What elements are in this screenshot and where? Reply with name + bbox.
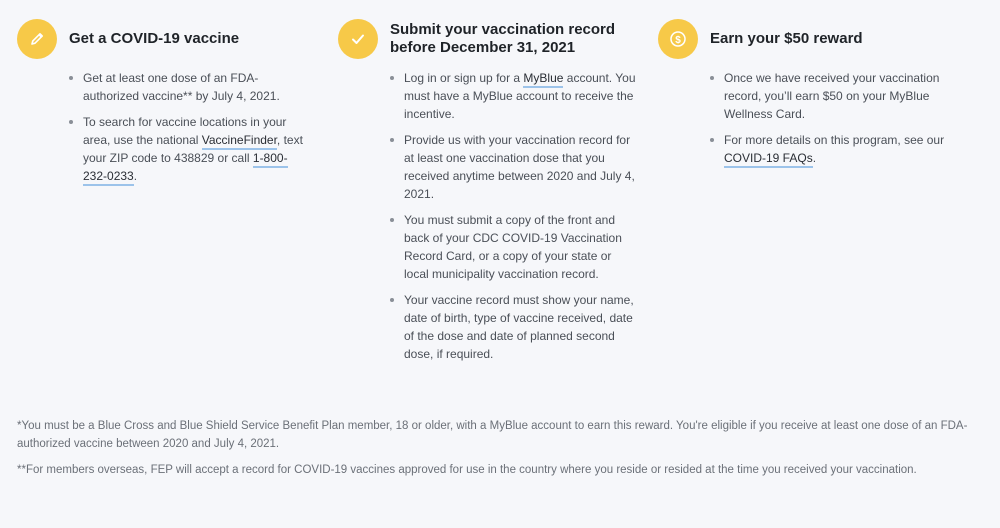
- step-submit-record: [338, 17, 638, 371]
- pencil-icon: [17, 19, 57, 59]
- vaccinefinder-link[interactable]: VaccineFinder: [202, 133, 277, 150]
- step-get-vaccine: [17, 17, 307, 193]
- list-item: Your vaccine record must show your name, date of birth, type of vaccine received, date of the dose and date of planned second dose, if required.: [390, 291, 638, 363]
- list-item: Log in or sign up for a MyBlue account. You must have a MyBlue account to receive the incentive.: [390, 69, 638, 123]
- checkmark-icon: [338, 19, 378, 59]
- list-item: Once we have received your vaccination record, you’ll earn $50 on your MyBlue Wellness Card.: [710, 69, 958, 123]
- list-item: You must submit a copy of the front and back of your CDC COVID-19 Vaccination Record Card, or a copy of your state or local municipality vaccination record.: [390, 211, 638, 283]
- phone-number-link[interactable]: 1-800-232-0233: [83, 151, 288, 186]
- svg-text:$: $: [675, 35, 681, 46]
- list-item: Get at least one dose of an FDA-authorized vaccine** by July 4, 2021.: [69, 69, 307, 105]
- step-header: [17, 17, 307, 61]
- step-title: Get a COVID-19 vaccine: [69, 30, 240, 47]
- step-bullet-list: [338, 69, 638, 363]
- footnote-eligibility: *You must be a Blue Cross and Blue Shield Service Benefit Plan member, 18 or older, with a MyBlue account to earn this reward. You're eligible if you receive at least one dose of an FDA-authorized vaccine between 2020 and July 4, 2021.: [17, 420, 968, 450]
- step-bullet-list: [17, 69, 307, 185]
- dollar-coin-icon: [658, 19, 698, 59]
- list-item: Provide us with your vaccination record for at least one vaccination dose that you received anytime between 2020 and July 4, 2021.: [390, 131, 638, 203]
- footnotes: [17, 417, 977, 487]
- step-bullet-list: [658, 69, 958, 167]
- covid-faqs-link[interactable]: COVID-19 FAQs: [724, 151, 813, 168]
- footnote-overseas: **For members overseas, FEP will accept a record for COVID-19 vaccines approved for use in the country where you reside or resided at the time you received your vaccination.: [17, 464, 917, 476]
- list-item: For more details on this program, see our COVID-19 FAQs.: [710, 131, 958, 167]
- step-title: Earn your $50 reward: [710, 30, 863, 47]
- step-earn-reward: [658, 17, 958, 175]
- myblue-link[interactable]: MyBlue: [523, 71, 563, 88]
- step-header: [338, 17, 638, 61]
- step-header: [658, 17, 958, 61]
- step-title: Submit your vaccination record before December 31, 2021: [390, 21, 616, 56]
- list-item: To search for vaccine locations in your area, use the national VaccineFinder, text your ZIP code to 438829 or call 1-800-232-0233.: [69, 113, 307, 185]
